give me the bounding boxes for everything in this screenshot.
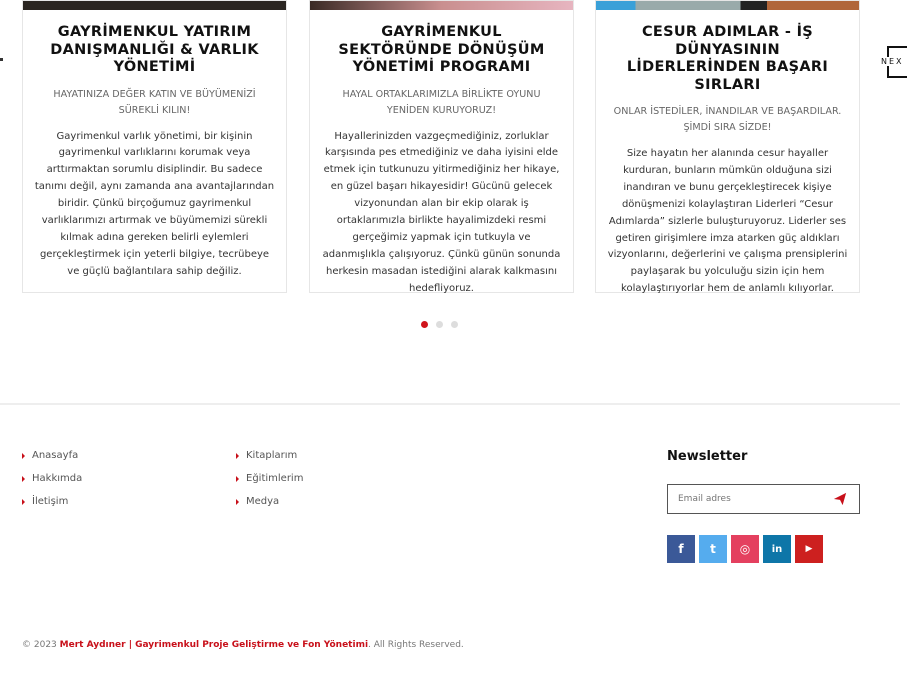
footer-link-anasayfa[interactable]: Anasayfa xyxy=(22,450,82,473)
carousel-dot-1[interactable] xyxy=(421,321,428,328)
next-label: NEX xyxy=(881,57,904,66)
linkedin-icon[interactable]: in xyxy=(763,535,791,563)
carousel-dot-3[interactable] xyxy=(451,321,458,328)
card-subtitle: ONLAR İSTEDİLER, İNANDILAR VE BAŞARDILAR. ŞİMDİ SIRA SİZDE! xyxy=(613,106,842,133)
footer-link-iletisim[interactable]: İletişim xyxy=(22,496,82,519)
social-links xyxy=(667,535,823,563)
card-subtitle: HAYATINIZA DEĞER KATIN VE BÜYÜMENİZİ SÜREKLİ KILIN! xyxy=(53,88,256,116)
carousel-next-button[interactable] xyxy=(881,46,907,78)
send-icon[interactable] xyxy=(833,492,847,506)
card-image xyxy=(310,1,573,10)
footer-link-medya[interactable]: Medya xyxy=(236,496,303,519)
card-body: Size hayatın her alanında cesur hayaller kurduran, bunların mümkün olduğuna sizi inandıran ve bunu gerçekleştirecek kişiye dönüşmenizi kolaylaştıran Liderleri “Cesur Adımlarda” sizlerle buluşturuyoruz. Liderler ses getiren girişimlere imza atarken güç aldıkları vizyonlarını, değerlerini ve çalışma prensiplerini paylaşarak bu yolculuğu sizin için hem kolaylaştırıyorlar hem de anlamlı kılıyorlar. xyxy=(607,148,848,295)
footer-link-hakkimda[interactable]: Hakkımda xyxy=(22,473,82,496)
youtube-icon[interactable]: ▶ xyxy=(795,535,823,563)
card-body: Hayallerinizden vazgeçmediğiniz, zorluklar karşısında pes etmediğiniz ve daha iyisini elde etmek için tutkunuzu yitirmediğiniz her hikaye, en güzel başarı hikayesidir! Gücünü gelecek vizyonundan alan bir ekip olarak iş ortaklarımızla birlikte hayalimizdeki resmi gerçeğimiz yapmak için tutkuyla ve adanmışlıkla çalışıyoruz. Çünkü günün sonunda herkesin masadan istediğini alarak kalkmasını hedefliyoruz. xyxy=(322,130,561,294)
newsletter-title: Newsletter xyxy=(667,449,748,464)
carousel-dot-2[interactable] xyxy=(436,321,443,328)
footer-links-2 xyxy=(236,450,303,519)
card-image xyxy=(596,1,859,10)
copyright xyxy=(22,640,464,650)
service-card xyxy=(595,0,860,293)
copyright-prefix: © 2023 xyxy=(22,640,60,650)
twitter-icon[interactable]: t xyxy=(699,535,727,563)
card-title: GAYRİMENKUL SEKTÖRÜNDE DÖNÜŞÜM YÖNETİMİ PROGRAMI xyxy=(338,24,545,75)
newsletter-email-input[interactable] xyxy=(678,494,818,504)
facebook-icon[interactable]: f xyxy=(667,535,695,563)
instagram-icon[interactable]: ◎ xyxy=(731,535,759,563)
card-subtitle: HAYAL ORTAKLARIMIZLA BİRLİKTE OYUNU YENİDEN KURUYORUZ! xyxy=(342,88,541,116)
footer-link-egitimlerim[interactable]: Eğitimlerim xyxy=(236,473,303,496)
card-title: CESUR ADIMLAR - İŞ DÜNYASININ LİDERLERİNDEN BAŞARI SIRLARI xyxy=(626,24,829,93)
card-title: GAYRİMENKUL YATIRIM DANIŞMANLIĞI & VARLIK YÖNETİMİ xyxy=(50,24,259,75)
service-card xyxy=(22,0,287,293)
footer-link-kitaplarim[interactable]: Kitaplarım xyxy=(236,450,303,473)
card-body: Gayrimenkul varlık yönetimi, bir kişinin gayrimenkul varlıklarını korumak veya arttırmaktan sorumlu disiplindir. Bu sadece tanımı değil, aynı zamanda ana avantajlarından biridir. Çünkü birçoğumuz gayrimenkul varlıklarımızı artırmak ve büyümemizi sürekli kılmak adına gereken belirli eylemleri gerçekleştirmek için yeterli bilgiye, tecrübeye ve güçlü bağlantılara sahip değiliz. xyxy=(34,130,275,277)
carousel-prev-button[interactable] xyxy=(0,58,3,61)
newsletter-form xyxy=(667,484,860,514)
copyright-site-link[interactable]: Mert Aydıner | Gayrimenkul Proje Geliştirme ve Fon Yönetimi xyxy=(59,640,369,650)
footer-links-1 xyxy=(22,450,82,519)
service-card xyxy=(309,0,574,293)
card-image xyxy=(23,1,286,10)
footer-divider xyxy=(0,403,900,405)
copyright-suffix: . All Rights Reserved. xyxy=(368,640,464,650)
carousel-dots xyxy=(421,321,458,328)
